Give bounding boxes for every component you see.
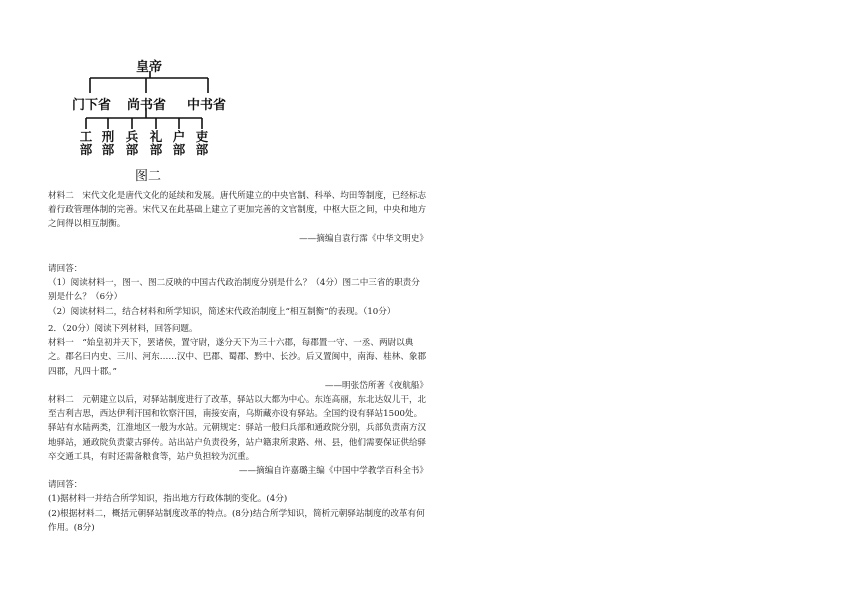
ministry-war: 兵部 bbox=[125, 129, 139, 157]
ministry-justice: 刑部 bbox=[101, 129, 115, 157]
ministry-revenue: 户部 bbox=[172, 129, 186, 157]
q2-item-1: (1)据材料一并结合所学知识，指出地方行政体制的变化。(4分) bbox=[48, 494, 288, 505]
q2-prompt: 请回答： bbox=[48, 480, 83, 491]
q2-material1: 材料一 “始皇初并天下，罢诸侯，置守尉，遂分天下为三十六郡，每郡置一守、一丞、两尉以典之。郡名曰内史、三川、河东……汉中、巴郡、蜀郡、黔中、长沙。后又置闽中，南海、桂林、象郡四郡，凡四十郡。” bbox=[48, 338, 427, 377]
q1-item-1: （1）阅读材料一，图一、图二反映的中国古代政治制度分别是什么？（4分）图二中三省的职责分别是什么？（6分） bbox=[48, 278, 420, 303]
emperor-label: 皇帝 bbox=[136, 60, 163, 75]
q2-source1: ——明张岱所著《夜航船》 bbox=[324, 380, 428, 391]
q2-material2: 材料二 元朝建立以后，对驿站制度进行了改革，驿站以大都为中心。东连高丽，东北达奴儿干，北至吉利吉思，西达伊利汗国和钦察汗国，南接安南，乌斯藏亦设有驿站。全国约设有驿站1500处。驿站有水陆两类，江淮地区一般为水站。元朝规定：驿站一般归兵部和通政院分别，兵部负责南方汉地驿站，通政院负责蒙古驿传。站出站户负责役务，站户籍隶所隶路、州、县，他们需要保证供给驿卒交通工具，有时还需备粮食等，站户负担较为沉重。 bbox=[48, 395, 427, 462]
q2-source2: ——摘编自许嘉璐主编《中国中学教学百科全书》 bbox=[238, 466, 428, 477]
material2-song-block bbox=[48, 189, 428, 246]
q2-item-2: (2)根据材料二，概括元朝驿站制度改革的特点。(8分)结合所学知识，简析元朝驿站制度的改革有何作用。(8分) bbox=[48, 508, 425, 533]
menxia-sheng-label: 门下省 bbox=[72, 98, 112, 113]
zhongshu-sheng-label: 中书省 bbox=[187, 98, 227, 113]
q1-block bbox=[48, 262, 428, 319]
q1-item-2: （2）阅读材料二，结合材料和所学知识，简述宋代政治制度上“相互制衡”的表现。（10分） bbox=[48, 306, 396, 317]
diagram-caption: 图二 bbox=[135, 169, 162, 184]
q1-prompt: 请回答： bbox=[48, 264, 83, 274]
shangshu-sheng-label: 尚书省 bbox=[127, 98, 167, 113]
material2-song-source: ——摘编自袁行霈《中华文明史》 bbox=[299, 233, 428, 244]
ministry-personnel: 吏部 bbox=[195, 129, 209, 157]
ministry-rites: 礼部 bbox=[149, 129, 163, 157]
material2-song-text: 材料二 宋代文化是唐代文化的延续和发展。唐代所建立的中央官制、科举、均田等制度，已经标志着行政管理体制的完善。宋代又在此基础上建立了更加完善的文官制度，中枢大臣之间，中央和地方之间得以相互制衡。 bbox=[48, 191, 427, 230]
q2-block bbox=[48, 322, 428, 535]
q2-heading: 2．（20分）阅读下列材料，回答问题。 bbox=[48, 324, 198, 334]
ministry-works: 工部 bbox=[79, 129, 93, 157]
government-structure-diagram bbox=[70, 55, 230, 185]
